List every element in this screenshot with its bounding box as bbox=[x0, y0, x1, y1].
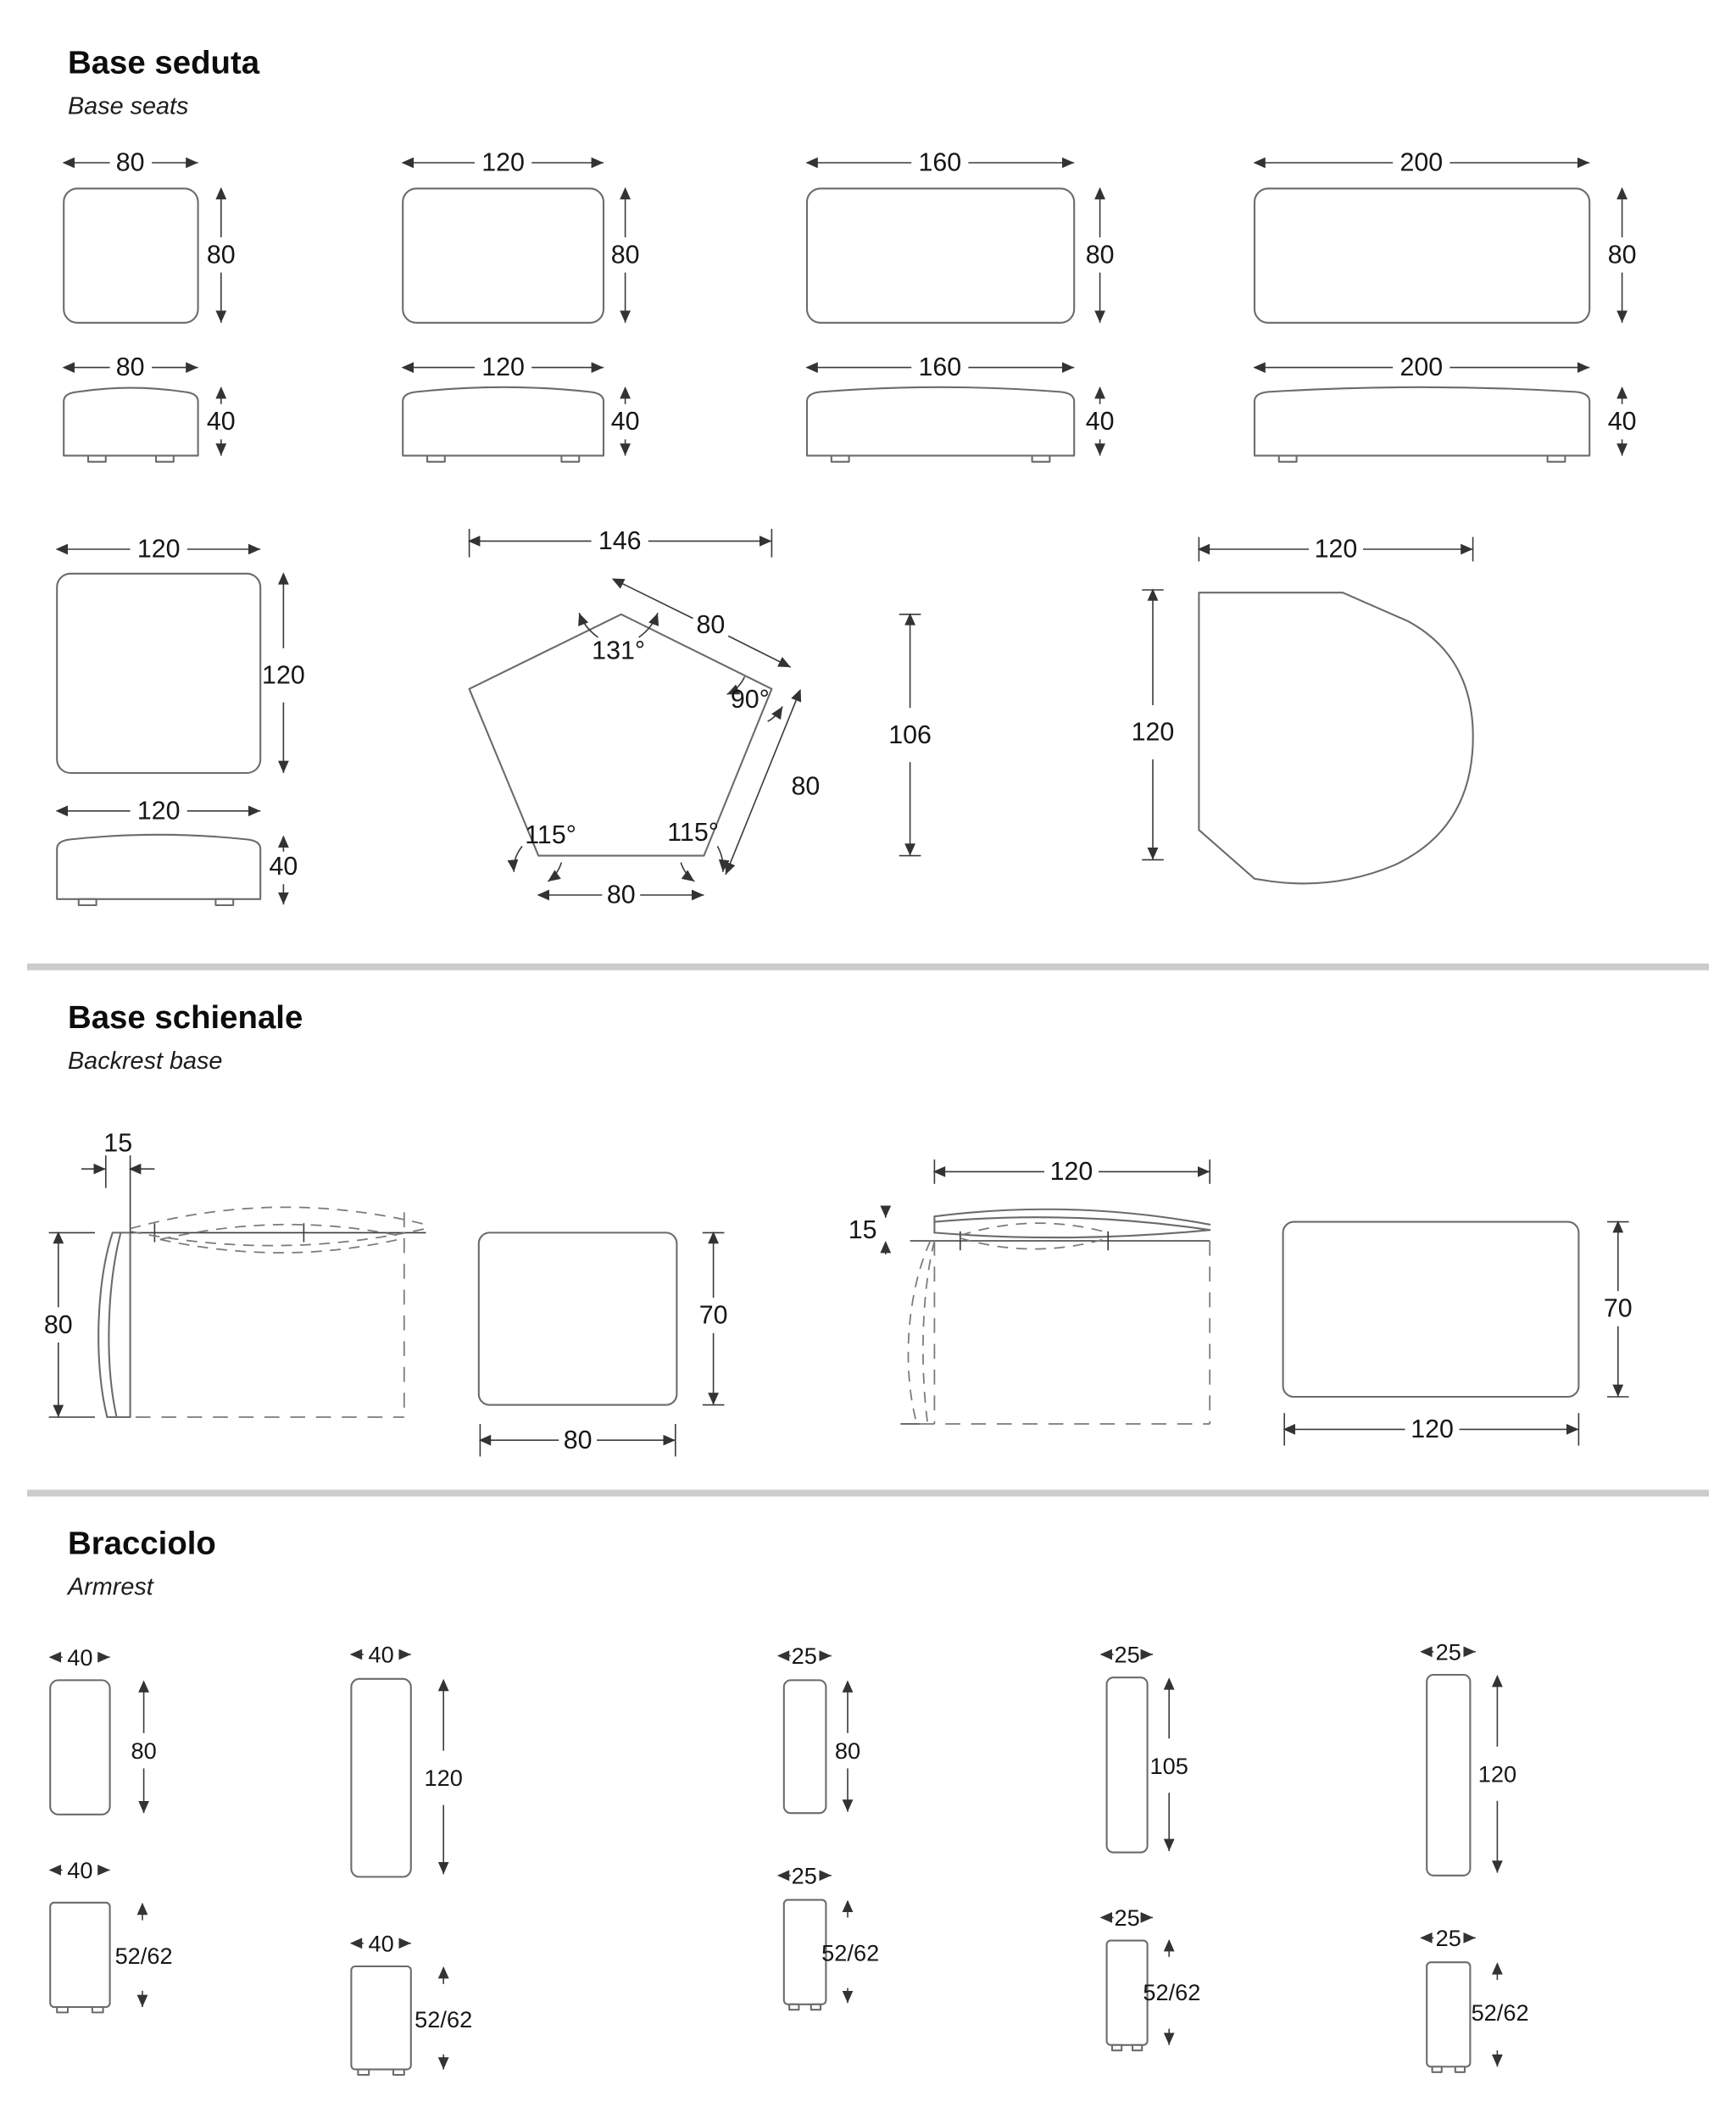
section-subtitle: Backrest base bbox=[68, 1047, 223, 1075]
dim-width: 160 bbox=[918, 353, 962, 382]
dim-width: 200 bbox=[1399, 353, 1444, 382]
figure-seat-top-80x80 bbox=[64, 148, 235, 323]
dim-thickness: 15 bbox=[103, 1128, 133, 1158]
dim-width: 120 bbox=[481, 147, 525, 177]
dim-height: 80 bbox=[131, 1738, 157, 1765]
figure-backrest-front-large bbox=[1283, 1222, 1633, 1446]
angle-right: 90° bbox=[730, 685, 770, 714]
dim-width: 120 bbox=[136, 534, 181, 564]
dim-height: 52/62 bbox=[1471, 1999, 1529, 2026]
figure-armrest-front-25b bbox=[1101, 1904, 1200, 2050]
figure-armrest-top-25x80 bbox=[778, 1643, 860, 1813]
figure-square-120 bbox=[57, 535, 305, 773]
section-base-seduta bbox=[57, 44, 1636, 909]
dim-width: 40 bbox=[67, 1643, 93, 1671]
section-subtitle: Armrest bbox=[68, 1573, 153, 1601]
figure-seat-top-160x80 bbox=[807, 148, 1114, 323]
dim-width: 40 bbox=[368, 1930, 394, 1957]
section-title: Bracciolo bbox=[68, 1525, 216, 1562]
dim-height: 52/62 bbox=[114, 1942, 173, 1969]
figure-pentagon-seat bbox=[470, 526, 932, 909]
section-title: Base seduta bbox=[68, 44, 260, 81]
dim-height: 70 bbox=[1603, 1293, 1633, 1323]
figure-armrest-top-25x120 bbox=[1422, 1638, 1516, 1875]
dim-width: 40 bbox=[67, 1856, 93, 1883]
figure-seat-top-200x80 bbox=[1255, 148, 1636, 323]
dim-height: 70 bbox=[698, 1300, 728, 1330]
dim-width: 25 bbox=[791, 1643, 817, 1670]
dim-width: 120 bbox=[1049, 1156, 1093, 1186]
figure-armrest-front-25a bbox=[778, 1862, 879, 2010]
figure-armrest-top-40x80 bbox=[50, 1644, 157, 1815]
section-bracciolo bbox=[50, 1526, 1528, 2075]
dim-height: 40 bbox=[269, 851, 298, 881]
angle-bottom-right: 115° bbox=[667, 817, 719, 847]
dim-width: 200 bbox=[1399, 147, 1444, 177]
dim-width: 120 bbox=[136, 796, 181, 826]
dim-height: 40 bbox=[1085, 407, 1115, 436]
dim-height: 80 bbox=[834, 1738, 861, 1765]
section-title: Base schienale bbox=[68, 998, 303, 1036]
figure-armrest-front-40b bbox=[351, 1930, 472, 2075]
figure-seat-side-80x40 bbox=[64, 353, 235, 462]
figure-seat-top-120x80 bbox=[403, 148, 639, 323]
dim-width: 80 bbox=[563, 1425, 593, 1454]
dim-height: 120 bbox=[1477, 1760, 1517, 1788]
dim-height: 40 bbox=[1607, 407, 1637, 436]
dim-right-edge: 80 bbox=[791, 771, 821, 801]
figure-armrest-front-40 bbox=[50, 1857, 172, 2012]
dim-height: 80 bbox=[206, 240, 236, 270]
dim-height: 40 bbox=[610, 407, 640, 436]
figure-backrest-front-small bbox=[479, 1232, 728, 1456]
dim-bottom: 80 bbox=[606, 880, 636, 909]
dim-width: 25 bbox=[791, 1862, 817, 1889]
figure-seat-side-120x40 bbox=[403, 353, 639, 462]
dim-width: 120 bbox=[481, 353, 525, 382]
dim-top-edge: 80 bbox=[696, 610, 726, 640]
dim-height: 80 bbox=[43, 1309, 73, 1339]
dim-height: 52/62 bbox=[1143, 1978, 1201, 2005]
dim-height: 120 bbox=[262, 660, 305, 690]
figure-armrest-top-25x105 bbox=[1101, 1642, 1188, 1853]
dim-height: 120 bbox=[424, 1765, 463, 1792]
angle-apex: 131° bbox=[592, 636, 646, 665]
dim-overall-width: 146 bbox=[598, 525, 642, 555]
figure-seat-side-200x40 bbox=[1255, 353, 1636, 462]
dim-height: 52/62 bbox=[415, 2005, 473, 2032]
dim-width: 80 bbox=[115, 147, 145, 177]
angle-bottom-left: 115° bbox=[525, 820, 576, 850]
dim-width: 25 bbox=[1114, 1904, 1140, 1931]
dim-width: 120 bbox=[1410, 1414, 1454, 1443]
dim-width: 120 bbox=[1314, 534, 1358, 564]
dim-height: 52/62 bbox=[821, 1939, 880, 1966]
dim-height: 40 bbox=[206, 407, 236, 436]
dim-height: 105 bbox=[1149, 1752, 1188, 1779]
figure-round-seat bbox=[1132, 535, 1473, 884]
dim-height: 120 bbox=[1131, 717, 1175, 747]
dim-pentagon-height: 106 bbox=[888, 720, 932, 749]
dim-width: 160 bbox=[918, 147, 962, 177]
dim-height: 80 bbox=[1085, 240, 1115, 270]
figure-backrest-side-left bbox=[44, 1128, 426, 1417]
dim-width: 80 bbox=[115, 353, 145, 382]
figure-armrest-front-25c bbox=[1422, 1925, 1529, 2072]
dim-width: 25 bbox=[1114, 1641, 1140, 1668]
figure-armrest-top-40x120 bbox=[351, 1642, 462, 1877]
figure-backrest-top-right bbox=[849, 1157, 1210, 1424]
dim-width: 25 bbox=[1435, 1924, 1461, 1951]
dim-height: 80 bbox=[1607, 240, 1637, 270]
dim-thickness: 15 bbox=[848, 1215, 877, 1244]
dim-width: 40 bbox=[368, 1641, 394, 1668]
figure-square-side-120x40 bbox=[57, 796, 298, 905]
section-base-schienale bbox=[44, 999, 1633, 1457]
dim-height: 80 bbox=[610, 240, 640, 270]
dim-width: 25 bbox=[1435, 1638, 1461, 1665]
figure-seat-side-160x40 bbox=[807, 353, 1114, 462]
section-subtitle: Base seats bbox=[68, 92, 189, 120]
